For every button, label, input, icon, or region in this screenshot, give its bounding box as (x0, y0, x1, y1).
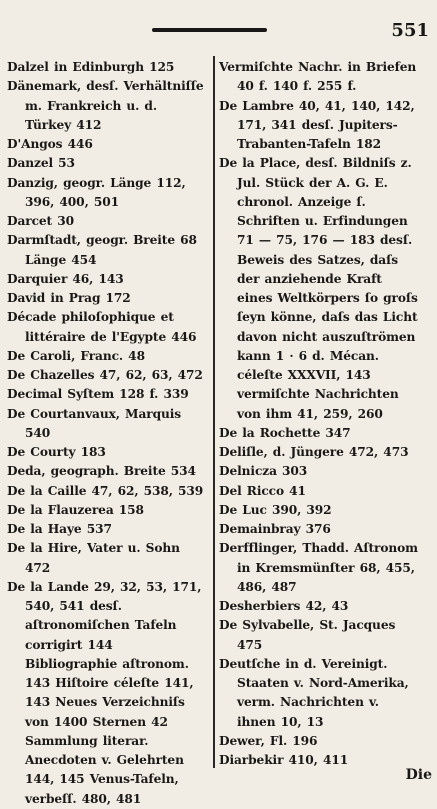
index-entry: David in Prag 172 (7, 291, 131, 305)
index-entry: De Courty 183 (7, 445, 106, 459)
index-entry: Diarbekir 410, 411 (219, 753, 349, 767)
left-column (7, 58, 207, 809)
index-entry: De la Rochette 347 (219, 425, 351, 440)
index-entry: De Luc 390, 392 (219, 502, 332, 517)
index-entry: Demainbray 376 (219, 522, 331, 536)
index-entry: Delnicza 303 (219, 464, 308, 479)
index-entry: Deliſle, d. Jüngere 472, 473 (219, 445, 409, 459)
index-entry: De la Hire, Vater u. Sohn 472 (7, 541, 180, 575)
index-entry: De la Haye 537 (7, 522, 112, 536)
index-entry: Dänemark, desſ. Verhältniſſe m. Frankreich u. d. Türkey 412 (7, 79, 204, 132)
index-entry: De Caroli, Franc. 48 (7, 348, 145, 363)
index-entry: Danzig, geogr. Länge 112, 396, 400, 501 (7, 175, 186, 209)
index-entry: De Sylvabelle, St. Jacques 475 (219, 618, 396, 652)
index-entry: Deutſche in d. Vereinigt. Staaten v. Nord-Amerika, verm. Nachrichten v. ihnen 10, 13 (219, 656, 409, 729)
index-entry: De la Place, desſ. Bildniſs z. Jul. Stück der A. G. E. chronol. Anzeige ſ. Schriften u. Erfindungen 71 — 75, 176 — 183 desſ. Beweis des Satzes, daſs der anziehende Kraft eines Weltkörpers ſo groſs ſeyn könne, daſs das Licht davon nicht auszuſtrömen kann 1 · 6 d. Mécan. céleſte XXXVII, 143 vermiſchte Nachrichten von ihm 41, 259, 260 (219, 156, 418, 421)
index-entry: De la Flauzerea 158 (7, 502, 144, 517)
right-column (219, 58, 419, 770)
index-entry: De la Lande 29, 32, 53, 171, 540, 541 desſ. aſtronomiſchen Tafeln corrigirt 144 Bibliographie aſtronom. 143 Hiſtoire céleſte 141, 143 Neues Verzeichniſs von 1400 Sternen 42 Sammlung literar. Anecdoten v. Gelehrten 144, 145 Venus-Tafeln, verbeſſ. 480, 481 (7, 579, 202, 806)
index-entry: D'Angos 446 (7, 137, 93, 151)
index-entry: Darquier 46, 143 (7, 271, 124, 286)
index-entry: Decimal Syſtem 128 f. 339 (7, 387, 189, 402)
index-entry: De la Caille 47, 62, 538, 539 (7, 483, 204, 498)
index-entry: Dalzel in Edinburgh 125 (7, 60, 175, 74)
top-rule (152, 28, 267, 32)
page-number: 551 (391, 20, 429, 41)
index-entry: Vermiſchte Nachr. in Briefen 40 f. 140 f. 255 f. (219, 60, 417, 94)
index-entry: Dewer, Fl. 196 (219, 733, 318, 748)
index-entry: Del Ricco 41 (219, 483, 306, 498)
column-divider (213, 56, 215, 768)
index-entry: De Lambre 40, 41, 140, 142, 171, 341 desſ. Jupiters-Trabanten-Tafeln 182 (219, 98, 415, 151)
index-entry: De Courtanvaux, Marquis 540 (7, 406, 182, 440)
index-entry: Desherbiers 42, 43 (219, 599, 349, 613)
index-entry: Darmſtadt, geogr. Breite 68 Länge 454 (7, 233, 197, 267)
index-entry: Derfflinger, Thadd. Aſtronom in Kremsmünſter 68, 455, 486, 487 (219, 541, 418, 594)
index-entry: Danzel 53 (7, 156, 75, 171)
index-entry: De Chazelles 47, 62, 63, 472 (7, 368, 203, 382)
index-entry: Deda, geograph. Breite 534 (7, 464, 196, 479)
index-entry: Darcet 30 (7, 214, 74, 228)
index-entry: Décade philoſophique et littéraire de l'Egypte 446 (7, 310, 197, 344)
catchword: Die (405, 767, 432, 783)
